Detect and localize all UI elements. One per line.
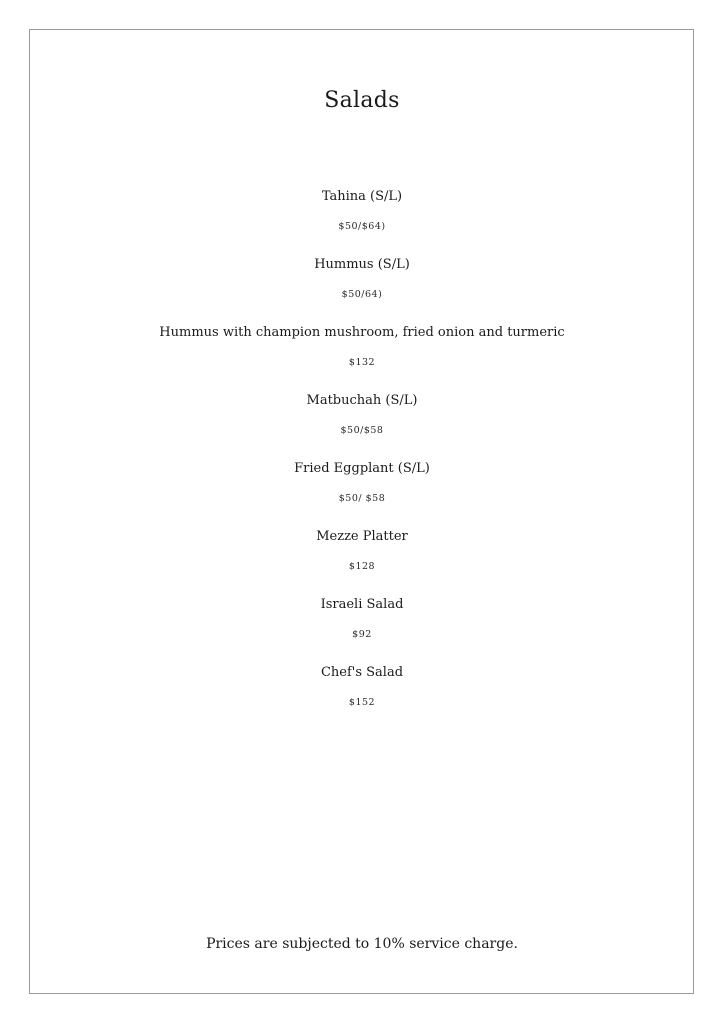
menu-item-price: $92 [352,629,372,640]
menu-item-price: $152 [348,697,376,708]
menu-item-price: $50/$58 [340,425,384,436]
menu-item-israeli-salad [0,591,724,659]
menu-item-name: Mezze Platter [316,529,408,544]
menu-item-name: Matbuchah (S/L) [306,393,418,408]
menu-list [0,183,724,727]
menu-item-mezze-platter [0,523,724,591]
menu-item-price: $128 [348,561,376,572]
menu-item-name: Hummus with champion mushroom, fried onion and turmeric [159,325,565,340]
menu-item-price: $50/$64) [338,221,386,232]
menu-item-price: $50/64) [341,289,383,300]
menu-item-fried-eggplant [0,455,724,523]
menu-item-tahina [0,183,724,251]
menu-item-hummus-mushroom [0,319,724,387]
menu-item-name: Chef's Salad [320,665,404,680]
menu-item-name: Tahina (S/L) [321,189,403,204]
menu-item-name: Israeli Salad [320,597,404,612]
menu-item-name: Hummus (S/L) [314,257,410,272]
menu-item-price: $132 [348,357,376,368]
menu-item-price: $50/ $58 [338,493,386,504]
menu-item-hummus [0,251,724,319]
page-title: Salads [324,88,400,113]
menu-item-chefs-salad [0,659,724,727]
menu-item-name: Fried Eggplant (S/L) [294,461,430,476]
menu-item-matbuchah [0,387,724,455]
service-charge-note: Prices are subjected to 10% service charge. [206,936,518,952]
